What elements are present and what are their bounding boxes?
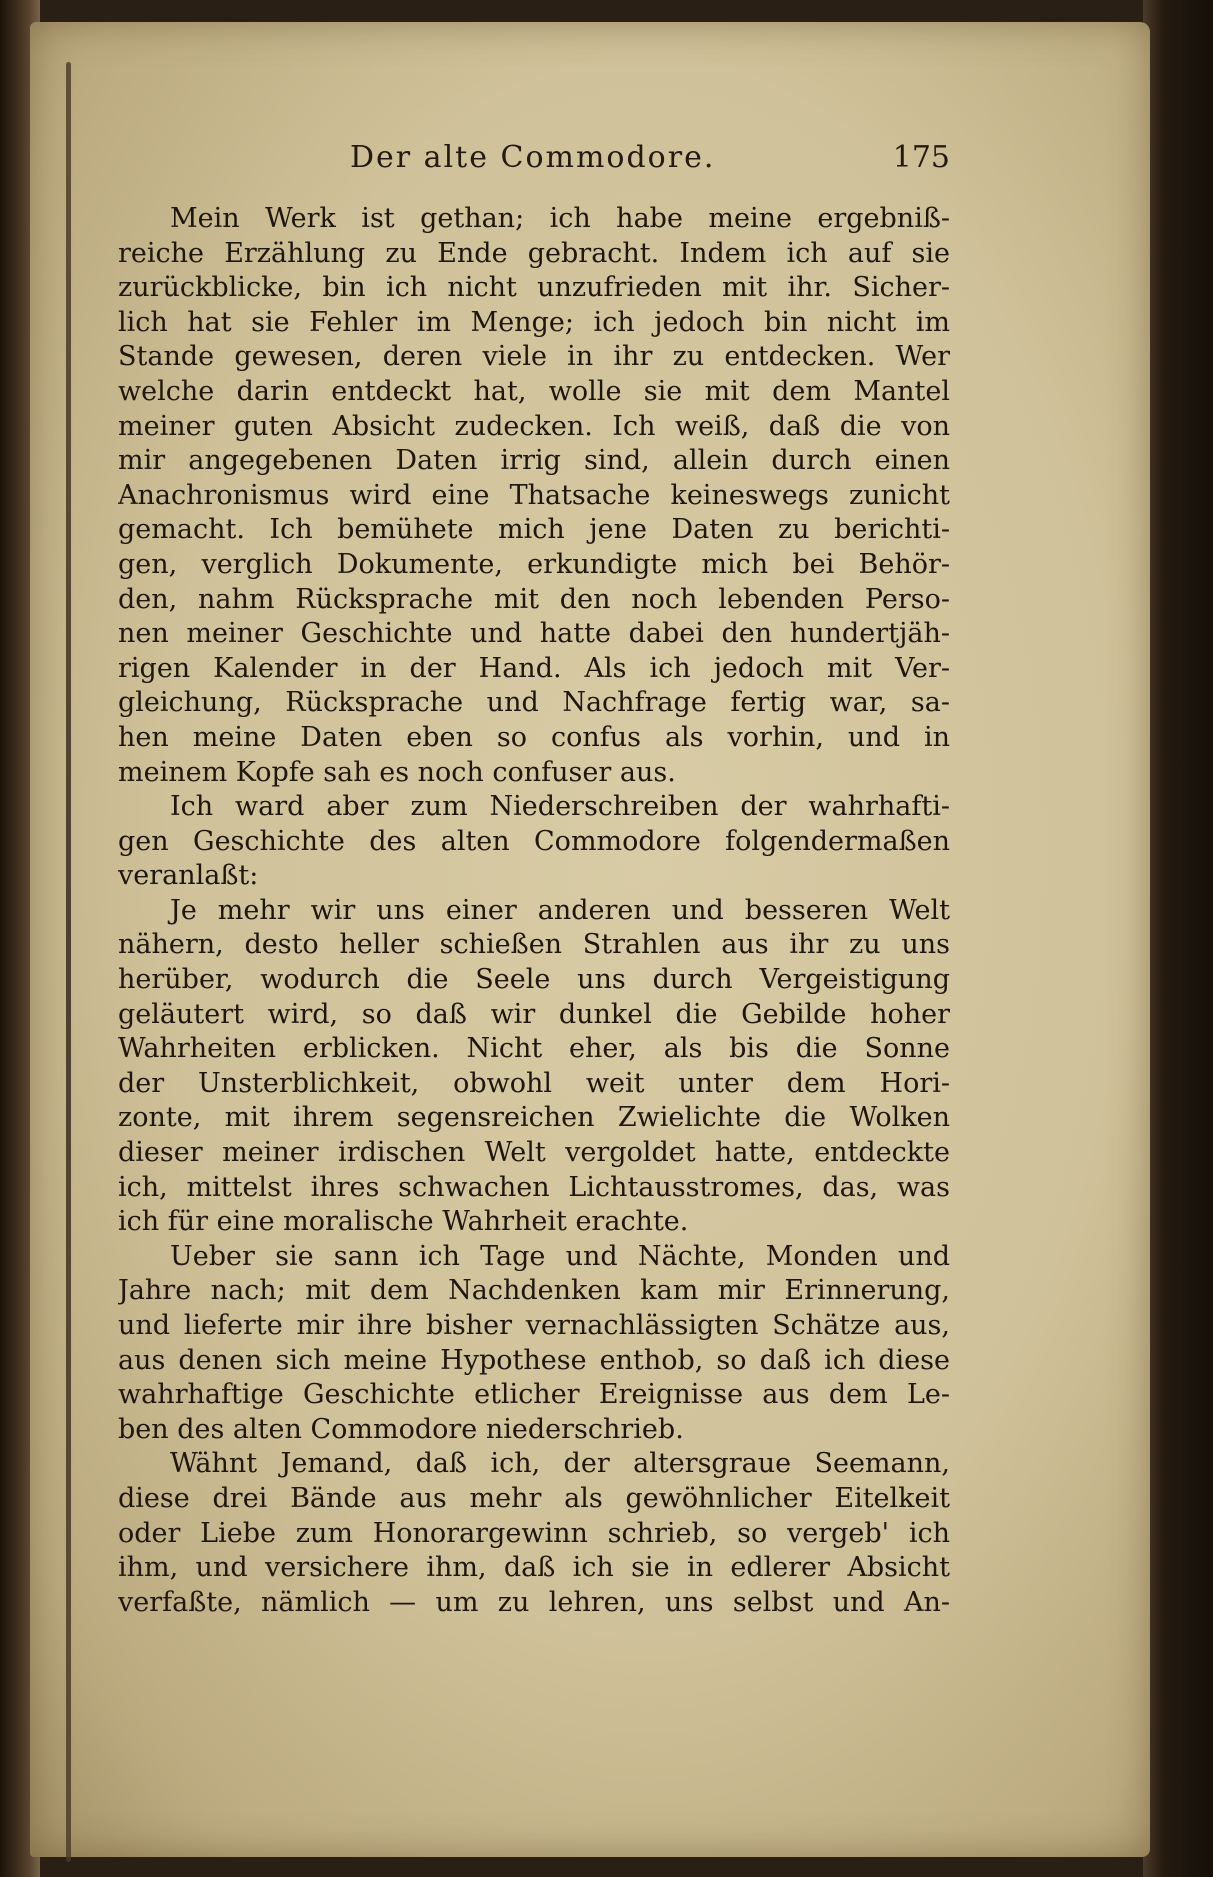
text-line: hen meine Daten eben so confus als vorhin, und in (118, 721, 950, 753)
text-line: gen, verglich Dokumente, erkundigte mich bei Behör- (118, 548, 950, 580)
text-line: ihm, und versichere ihm, daß ich sie in edlerer Absicht (118, 1552, 950, 1584)
text-line: ich für eine moralische Wahrheit erachte. (118, 1206, 689, 1238)
text-line: Ich ward aber zum Niederschreiben der wahrhafti- (170, 791, 950, 823)
text-line: mir angegebenen Daten irrig sind, allein durch einen (118, 445, 950, 477)
text-line: gen Geschichte des alten Commodore folgendermaßen (118, 825, 950, 857)
text-line: herüber, wodurch die Seele uns durch Vergeistigung (118, 964, 950, 996)
text-line: ben des alten Commodore niederschrieb. (118, 1413, 684, 1445)
text-line: Ueber sie sann ich Tage und Nächte, Monden und (170, 1240, 950, 1272)
text-line: reiche Erzählung zu Ende gebracht. Indem ich auf sie (118, 237, 950, 269)
text-line: Anachronismus wird eine Thatsache keineswegs zunicht (118, 479, 950, 511)
book-edge-right (1143, 0, 1213, 1877)
text-line: geläutert wird, so daß wir dunkel die Gebilde hoher (118, 998, 950, 1030)
text-line: Wahrheiten erblicken. Nicht eher, als bis die Sonne (118, 1033, 950, 1065)
text-line: ich, mittelst ihres schwachen Lichtausstromes, das, was (118, 1171, 950, 1203)
page-number: 175 (892, 140, 950, 175)
text-line: rigen Kalender in der Hand. Als ich jedoch mit Ver- (118, 652, 950, 684)
text-line: diese drei Bände aus mehr als gewöhnlicher Eitelkeit (118, 1482, 950, 1514)
text-line: Jahre nach; mit dem Nachdenken kam mir Erinnerung, (118, 1275, 950, 1307)
body-text (118, 202, 950, 1620)
text-line: Mein Werk ist gethan; ich habe meine ergebniß- (170, 203, 950, 234)
text-line: lich hat sie Fehler im Menge; ich jedoch bin nicht im (118, 306, 950, 338)
text-line: gleichung, Rücksprache und Nachfrage fertig war, sa- (118, 687, 950, 719)
text-line: verfaßte, nämlich — um zu lehren, uns selbst und An- (118, 1586, 950, 1618)
text-line: nen meiner Geschichte und hatte dabei den hundertjäh- (118, 618, 950, 650)
text-line: meiner guten Absicht zudecken. Ich weiß, daß die von (118, 410, 950, 442)
text-line: wahrhaftige Geschichte etlicher Ereignisse aus dem Le- (118, 1379, 950, 1411)
running-title: Der alte Commodore. (350, 140, 716, 175)
text-line: Wähnt Jemand, daß ich, der altersgraue Seemann, (170, 1448, 950, 1480)
text-line: nähern, desto heller schießen Strahlen aus ihr zu uns (118, 929, 950, 961)
text-line: Stande gewesen, deren viele in ihr zu entdecken. Wer (118, 341, 950, 373)
text-line: dieser meiner irdischen Welt vergoldet hatte, entdeckte (118, 1137, 950, 1169)
text-line: aus denen sich meine Hypothese enthob, so daß ich diese (118, 1344, 950, 1376)
text-line: welche darin entdeckt hat, wolle sie mit dem Mantel (118, 375, 950, 407)
text-line: der Unsterblichkeit, obwohl weit unter dem Hori- (118, 1067, 950, 1099)
text-line: oder Liebe zum Honorargewinn schrieb, so vergeb' ich (118, 1517, 950, 1549)
text-line: veranlaßt: (118, 860, 259, 892)
binding-thread (66, 62, 71, 1862)
text-line: gemacht. Ich bemühete mich jene Daten zu berichti- (118, 514, 950, 546)
text-line: zurückblicke, bin ich nicht unzufrieden mit ihr. Sicher- (118, 272, 950, 304)
text-line: meinem Kopfe sah es noch confuser aus. (118, 756, 676, 788)
page-header (120, 140, 950, 184)
text-line: zonte, mit ihrem segensreichen Zwielichte die Wolken (118, 1102, 950, 1134)
text-line: den, nahm Rücksprache mit den noch lebenden Perso- (118, 583, 950, 615)
text-line: und lieferte mir ihre bisher vernachlässigten Schätze aus, (118, 1310, 950, 1341)
text-line: Je mehr wir uns einer anderen und besseren Welt (170, 894, 950, 926)
